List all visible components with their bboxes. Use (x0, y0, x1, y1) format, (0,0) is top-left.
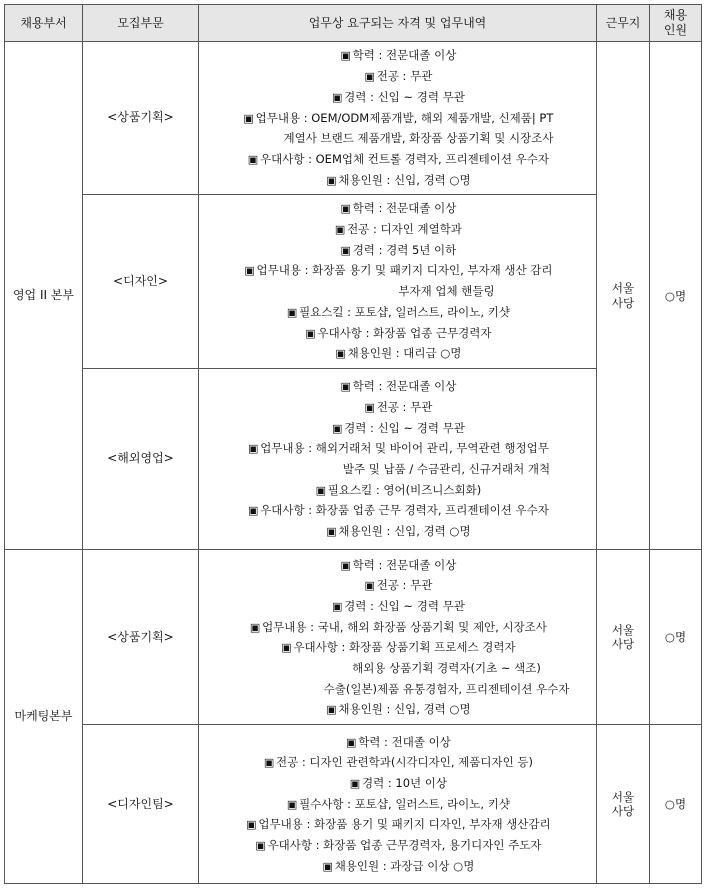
description-line-continued (199, 281, 596, 302)
bullet-box-icon: ▣ (243, 111, 254, 125)
dept-cell: 마케팅본부 (5, 550, 83, 884)
bullet-box-icon: ▣ (263, 756, 275, 770)
headcount-cell: ○명 (650, 42, 702, 550)
description-text: 업무내용 : 화장품 용기 및 패키지 디자인, 부자재 생산 감리 (256, 263, 553, 278)
description-cell (199, 725, 597, 884)
bullet-box-icon: ▣ (244, 264, 255, 278)
bullet-box-icon: ▣ (305, 326, 316, 340)
description-text: 전공 : 디자인 계열학과 (347, 222, 462, 237)
bullet-box-icon: ▣ (326, 173, 337, 187)
description-line (199, 219, 596, 240)
description-text: 경력 : 10년 이상 (361, 776, 448, 791)
description-line (199, 521, 596, 542)
bullet-box-icon: ▣ (286, 305, 298, 319)
location-line1: 서울 (611, 789, 635, 804)
description-text: 업무내용 : 해외거래처 및 바이어 관리, 무역관련 행정업무 (260, 441, 549, 456)
bullet-box-icon: ▣ (246, 818, 257, 832)
description-text: 채용인원 : 신입, 경력 ○명 (338, 524, 471, 539)
headcount-cell: ○명 (650, 550, 702, 725)
bullet-box-icon: ▣ (326, 703, 337, 717)
part-cell: <디자인> (83, 194, 199, 368)
description-text: 우대사항 : 화장품 업종 근무경력자, 용기디자인 주도자 (267, 838, 542, 853)
part-cell: <디자인팀> (83, 725, 199, 884)
description-text: 업무내용 : 화장품 용기 및 패키지 디자인, 부자재 생산감리 (258, 817, 551, 832)
bullet-box-icon: ▣ (364, 579, 375, 593)
location-cell (597, 725, 650, 884)
bullet-box-icon: ▣ (331, 90, 343, 104)
description-line (199, 856, 596, 877)
description-text: 전공 : 무관 (376, 69, 433, 84)
description-line (199, 773, 596, 794)
bullet-box-icon: ▣ (255, 839, 266, 853)
bullet-box-icon: ▣ (326, 525, 337, 539)
header-headcount (650, 5, 702, 42)
part-cell: <상품기획> (83, 550, 199, 725)
description-line (199, 699, 596, 720)
description-line (199, 302, 596, 323)
location-line1: 서울 (611, 281, 635, 296)
description-line-continued (199, 658, 596, 679)
description-line (199, 240, 596, 261)
description-line (199, 596, 596, 617)
description-text: 업무내용 : OEM/ODM제품개발, 해외 제품개발, 신제품| PT (255, 110, 554, 125)
recruitment-table (4, 4, 702, 884)
description-line (199, 376, 596, 397)
description-line-continued (199, 128, 596, 149)
description-line (199, 500, 596, 521)
description-text: 업무내용 : 국내, 해외 화장품 상품기획 및 제안, 시장조사 (262, 619, 547, 634)
bullet-box-icon: ▣ (364, 400, 375, 414)
description-text: 채용인원 : 신입, 경력 ○명 (338, 702, 471, 717)
description-text: 학력 : 전문대졸 이상 (352, 201, 457, 216)
description-line (199, 814, 596, 835)
description-line (199, 637, 596, 658)
description-text: 경력 : 신입 ~ 경력 무관 (344, 89, 465, 104)
bullet-box-icon: ▣ (247, 504, 259, 518)
description-cell (199, 368, 597, 550)
description-line (199, 87, 596, 108)
bullet-box-icon: ▣ (340, 202, 351, 216)
description-line (199, 198, 596, 219)
table-row (5, 725, 702, 884)
description-text: 우대사항 : 화장품 상품기획 프로세스 경력자 (293, 640, 516, 655)
description-cell (199, 194, 597, 368)
description-text: 경력 : 신입 ~ 경력 무관 (344, 420, 465, 435)
description-line (199, 108, 596, 129)
location-cell (597, 550, 650, 725)
description-text: 채용인원 : 신입, 경력 ○명 (338, 172, 471, 187)
description-line (199, 397, 596, 418)
bullet-box-icon: ▣ (331, 421, 343, 435)
bullet-box-icon: ▣ (345, 735, 357, 749)
location-cell (597, 42, 650, 550)
bullet-box-icon: ▣ (247, 442, 259, 456)
description-text: 경력 : 신입 ~ 경력 무관 (344, 598, 465, 613)
description-text: 수출(일본)제품 유통경험자, 프리젠테이션 우수자 (323, 681, 570, 696)
location-line2: 사당 (611, 295, 635, 310)
description-line (199, 752, 596, 773)
location-line2: 사당 (611, 637, 635, 652)
description-line (199, 617, 596, 638)
table-row (5, 550, 702, 725)
part-cell: <상품기획> (83, 42, 199, 195)
description-line (199, 343, 596, 364)
header-headcount-line2: 인원 (663, 23, 688, 37)
bullet-box-icon: ▣ (286, 797, 298, 811)
table-row (5, 42, 702, 195)
description-text: 해외용 상품기획 경력자(기초 ~ 색조) (352, 660, 541, 675)
bullet-box-icon: ▣ (281, 641, 292, 655)
description-text: 전공 : 무관 (376, 399, 433, 414)
description-cell (199, 550, 597, 725)
description-text: 채용인원 : 대리급 ○명 (347, 346, 462, 361)
description-text: 학력 : 전대졸 이상 (358, 734, 451, 749)
description-line (199, 575, 596, 596)
bullet-box-icon: ▣ (340, 49, 351, 63)
description-text: 필요스킬 : 포토샵, 일러스트, 라이노, 키샷 (299, 304, 510, 319)
description-text: 우대사항 : OEM업체 컨트롤 경력자, 프리젠테이션 우수자 (260, 151, 549, 166)
description-line (199, 438, 596, 459)
dept-cell: 영업 II 본부 (5, 42, 83, 550)
description-text: 우대사항 : 화장품 업종 근무경력자 (317, 325, 492, 340)
description-line (199, 480, 596, 501)
bullet-box-icon: ▣ (364, 70, 375, 84)
description-text: 전공 : 디자인 관련학과(시각디자인, 제품디자인 등) (276, 755, 533, 770)
bullet-box-icon: ▣ (349, 777, 361, 791)
bullet-box-icon: ▣ (334, 223, 346, 237)
description-text: 전공 : 무관 (376, 578, 433, 593)
bullet-box-icon: ▣ (315, 483, 326, 497)
description-text: 학력 : 전문대졸 이상 (352, 48, 457, 63)
description-line (199, 170, 596, 191)
header-desc: 업무상 요구되는 자격 및 업무내역 (199, 5, 597, 42)
location-line1: 서울 (611, 622, 635, 637)
location-line2: 사당 (611, 804, 635, 819)
description-cell (199, 42, 597, 195)
bullet-box-icon: ▣ (335, 347, 346, 361)
description-line (199, 794, 596, 815)
description-line (199, 45, 596, 66)
description-text: 필요스킬 : 영어(비즈니스회화) (327, 482, 482, 497)
description-text: 계열사 브랜드 제품개발, 화장품 상품기획 및 시장조사 (283, 131, 554, 146)
description-line (199, 555, 596, 576)
description-text: 경력 : 경력 5년 이하 (352, 242, 457, 257)
description-text: 필수사항 : 포토샵, 일러스트, 라이노, 키샷 (299, 796, 510, 811)
bullet-box-icon: ▣ (247, 152, 259, 166)
part-cell: <해외영업> (83, 368, 199, 550)
description-line (199, 260, 596, 281)
header-row (5, 5, 702, 42)
description-line (199, 149, 596, 170)
description-text: 우대사항 : 화장품 업종 근무 경력자, 프리젠테이션 우수자 (260, 503, 549, 518)
description-text: 학력 : 전문대졸 이상 (352, 557, 457, 572)
header-location: 근무지 (597, 5, 650, 42)
description-line (199, 835, 596, 856)
description-line-continued (199, 459, 596, 480)
bullet-box-icon: ▣ (322, 859, 333, 873)
headcount-cell: ○명 (650, 725, 702, 884)
bullet-box-icon: ▣ (249, 620, 261, 634)
description-line-continued (199, 679, 596, 700)
header-part: 모집부문 (83, 5, 199, 42)
header-headcount-line1: 채용 (663, 8, 688, 22)
description-text: 발주 및 납품 / 수금관리, 신규거래처 개척 (342, 461, 551, 476)
description-text: 채용인원 : 과장급 이상 ○명 (334, 858, 475, 873)
bullet-box-icon: ▣ (331, 599, 343, 613)
header-dept: 채용부서 (5, 5, 83, 42)
bullet-box-icon: ▣ (340, 558, 351, 572)
description-line (199, 323, 596, 344)
description-line (199, 66, 596, 87)
description-text: 학력 : 전문대졸 이상 (352, 379, 457, 394)
bullet-box-icon: ▣ (340, 380, 351, 394)
description-line (199, 418, 596, 439)
description-text: 부자재 업체 핸들링 (398, 284, 495, 299)
description-line (199, 732, 596, 753)
bullet-box-icon: ▣ (340, 243, 351, 257)
